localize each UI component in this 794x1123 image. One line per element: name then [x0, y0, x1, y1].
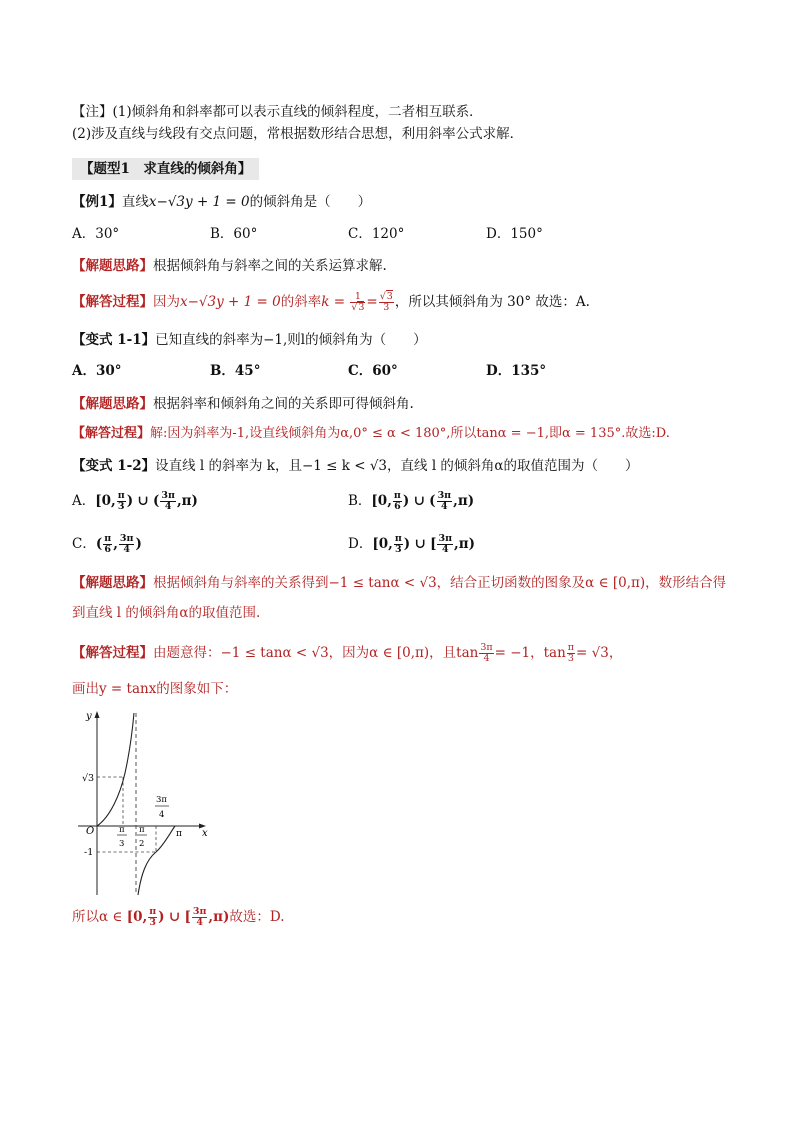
variant1-option-a: A．30°	[72, 363, 122, 379]
variant1-process	[72, 424, 670, 444]
variant2-stem-text: 设直线 l 的斜率为 k，且−1 ≤ k < √3，直线 l 的倾斜角α的取值范围为（ ）	[155, 458, 639, 474]
variant1-process-label: 【解答过程】	[72, 426, 151, 441]
example1-option-a: A．30°	[72, 226, 120, 242]
note-line-2: (2)涉及直线与线段有交点问题，常根据数形结合思想，利用斜率公式求解．	[72, 126, 524, 142]
pi-over-3-den: 3	[119, 839, 125, 849]
example1-idea-text: 根据倾斜角与斜率之间的关系运算求解.	[153, 258, 387, 274]
example1-process-k: k =	[321, 294, 346, 310]
variant2-conclusion-post: 故选：D.	[229, 909, 285, 925]
variant1-idea-text: 根据斜率和倾斜角之间的关系即可得倾斜角.	[153, 396, 414, 412]
example1-process-post: ，所以其倾斜角为 30° 故选：A.	[394, 294, 590, 310]
variant1-process-text: 解:因为斜率为-1,设直线倾斜角为α,0° ≤ α < 180°,所以tanα = −1,即α = 135°.故选:D.	[150, 426, 670, 441]
example1-label: 【例1】	[72, 194, 122, 210]
variant2-process-label: 【解答过程】	[72, 645, 153, 661]
variant2-option-c: C．( $\frac{\pi}{6}$ , $\frac{3\pi}{4}$ )	[72, 533, 142, 555]
variant2-option-b-letter: B．	[348, 493, 372, 509]
variant2-idea-line-1	[72, 573, 726, 593]
variant2-option-d: D．[0, $\frac{\pi}{3}$ ) ∪ [ $\frac{3\pi}{4}$ ,π)	[348, 533, 476, 555]
example1-idea-label: 【解题思路】	[72, 258, 153, 274]
variant1-idea	[72, 394, 414, 414]
example1-stem	[72, 192, 371, 212]
variant1-stem-text: 已知直线的斜率为−1,则l的倾斜角为（ ）	[155, 332, 427, 348]
example1-stem-post: 的倾斜角是（ ）	[249, 194, 372, 210]
note-line-1: 【注】(1)倾斜角和斜率都可以表示直线的倾斜程度，二者相互联系．	[72, 104, 483, 120]
variant2-idea-line-2: 到直线 l 的倾斜角α的取值范围.	[72, 605, 261, 621]
variant2-idea-text-1: 根据倾斜角与斜率的关系得到−1 ≤ tanα < √3，结合正切函数的图象及α ∈ [0,π)，数形结合得	[153, 575, 727, 591]
variant2-label: 【变式 1-2】	[72, 458, 156, 474]
variant1-option-c: C．60°	[348, 363, 398, 379]
sqrt3-label: √3	[82, 773, 95, 784]
variant2-process-pre: 由题意得：−1 ≤ tanα < √3，因为α ∈ [0,π)，且tan	[153, 645, 479, 661]
section-tag-label: 【题型1 求直线的倾斜角】	[72, 158, 259, 180]
example1-stem-pre: 直线	[121, 194, 149, 210]
variant1-label: 【变式 1-1】	[72, 332, 156, 348]
variant2-option-a-letter: A．	[72, 493, 96, 509]
origin-label: O	[86, 826, 95, 837]
y-axis-arrow	[95, 711, 100, 718]
pi-label: π	[176, 829, 182, 839]
fraction-1-over-sqrt3: $\frac{1}{√3}$	[351, 291, 365, 313]
example1-process-label: 【解答过程】	[72, 294, 153, 310]
pi-over-2-num: π	[139, 825, 145, 835]
variant1-option-d: D．135°	[486, 363, 547, 379]
variant2-process: 【解答过程】由题意得：−1 ≤ tanα < √3，因为α ∈ [0,π)，且tan $\frac{3\pi}{4}$ = −1，tan $\frac{\pi}{3}$ = √3，	[72, 642, 623, 664]
example1-process-mid: 的斜率	[280, 294, 322, 310]
variant2-conclusion: 所以α ∈ [0, $\frac{\pi}{3}$ ) ∪ [ $\frac{3\pi}{4}$ ,π)故选：D.	[72, 906, 285, 928]
tan-branch-2	[138, 826, 175, 895]
three-pi-over-4-num: 3π	[156, 795, 167, 805]
variant2-process-mid2: = √3，	[576, 645, 623, 661]
example1-equation: x−√3y + 1 = 0	[148, 194, 250, 210]
example1-idea	[72, 256, 387, 276]
variant2-option-a: A．[0, $\frac{\pi}{3}$ ) ∪ ( $\frac{3\pi}{4}$ ,π)	[72, 490, 198, 512]
variant1-stem	[72, 330, 427, 350]
x-axis-label: x	[202, 828, 208, 839]
variant2-idea-label: 【解题思路】	[72, 575, 153, 591]
pi-over-3-num: π	[119, 825, 125, 835]
variant2-option-b: B．[0, $\frac{\pi}{6}$ ) ∪ ( $\frac{3\pi}{4}$ ,π)	[348, 490, 475, 512]
three-pi-over-4-den: 4	[159, 810, 165, 820]
neg1-label: -1	[84, 847, 94, 858]
variant2-conclusion-pre: 所以α ∈	[72, 909, 123, 925]
variant2-process-mid1: = −1，tan	[494, 645, 566, 661]
variant2-option-c-letter: C．	[72, 536, 96, 552]
variant2-option-d-letter: D．	[348, 536, 373, 552]
tan-branch-1	[97, 713, 134, 826]
section-tag	[72, 158, 259, 180]
y-axis-label: y	[86, 711, 92, 722]
example1-process-equation: x−√3y + 1 = 0	[180, 294, 281, 310]
example1-option-c: C．120°	[348, 226, 405, 242]
variant1-option-b: B．45°	[210, 363, 261, 379]
example1-option-b: B．60°	[210, 226, 258, 242]
pi-over-2-den: 2	[139, 839, 145, 849]
example1-process-pre: 因为	[153, 294, 180, 310]
variant1-idea-label: 【解题思路】	[72, 396, 153, 412]
example1-process: 【解答过程】因为x−√3y + 1 = 0的斜率k = $\frac{1}{√3}$ = $\frac{√3}{3}$ ，所以其倾斜角为 30° 故选：A.	[72, 291, 590, 313]
variant2-graph-intro: 画出y = tanx的图象如下：	[72, 681, 238, 697]
example1-option-d: D．150°	[486, 226, 543, 242]
variant2-stem	[72, 456, 639, 476]
fraction-sqrt3-over-3: $\frac{√3}{3}$	[379, 291, 393, 313]
tangent-graph	[70, 705, 220, 900]
